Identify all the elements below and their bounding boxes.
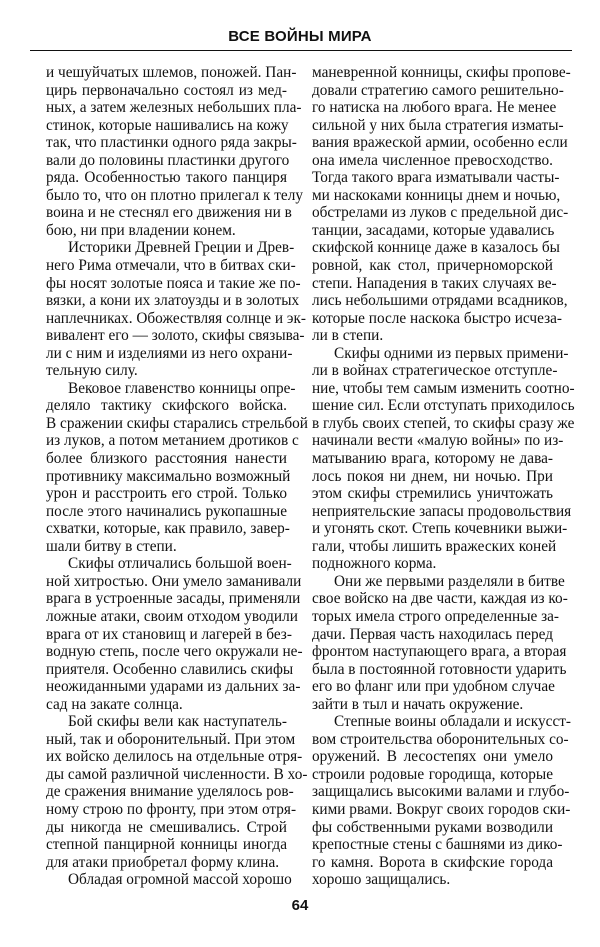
text-line: Тогда такого врага изматывали часты-	[312, 169, 560, 187]
text-line: из луков, а потом метанием дротиков с	[46, 432, 299, 450]
text-line: противнику максимально возможный	[46, 467, 291, 485]
text-line: ложные атаки, своим отходом уводили	[46, 607, 298, 625]
text-line: лось покоя ни днем, ни ночью. При	[312, 467, 553, 485]
text-line: Они же первыми разделяли в битве	[334, 572, 565, 590]
text-line: ли в степи.	[312, 327, 384, 345]
text-line: после этого начинались рукопашные	[46, 502, 287, 520]
text-line: зайти в тыл и начать окружение.	[312, 695, 524, 713]
text-line: защищались высокими валами и глубо-	[312, 783, 570, 801]
text-line: вивалент его — золото, скифы связыва-	[46, 327, 305, 345]
text-line: его во фланг или при удобном случае	[312, 678, 555, 696]
text-line: этом скифы стремились уничтожать	[312, 485, 553, 503]
paragraph	[312, 344, 575, 573]
left-column	[46, 64, 308, 889]
text-line: вали до половины пластинки другого	[46, 151, 290, 169]
text-line: Скифы отличались большой воен-	[68, 555, 292, 573]
text-line: и чешуйчатых шлемов, поножей. Пан-	[46, 64, 297, 81]
text-line: дачи. Первая часть находилась перед	[312, 625, 553, 643]
text-line: ному строю по фронту, при этом отря-	[46, 800, 297, 818]
paragraph	[312, 713, 572, 889]
text-line: Бой скифы вели как наступатель-	[68, 713, 287, 731]
paragraph	[46, 239, 306, 380]
text-line: приятеля. Особенно славились скифы	[46, 660, 294, 678]
text-line: танции, засадами, которые удавались	[312, 221, 555, 239]
text-line: сад на закате солнца.	[46, 695, 183, 713]
text-line: де сражения внимание уделялось ров-	[46, 783, 294, 801]
text-line: воина и не стеснял его движения ни в	[46, 204, 292, 222]
text-line: В сражении скифы старались стрельбой	[46, 414, 308, 432]
paragraph	[46, 713, 308, 871]
text-line: для атаки приобретал форму клина.	[46, 853, 280, 871]
text-line: фы носят золотые пояса и такие же по-	[46, 274, 301, 292]
text-line: крепостные стены с башнями из дико-	[312, 836, 563, 854]
text-line: деляло тактику скифского войска.	[46, 397, 287, 415]
text-line: лись небольшими отрядами всадников,	[312, 292, 568, 310]
text-line: фы собственными руками возводили	[312, 818, 553, 836]
text-line: свое войско на две части, каждая из ко-	[312, 590, 568, 608]
text-line: матыванию врага, которому не дава-	[312, 450, 553, 468]
text-line: ли с ним и изделиями из него охрани-	[46, 344, 293, 362]
text-line: скифской коннице даже в казалось бы	[312, 239, 560, 257]
text-line: ных, а затем железных небольших пла-	[46, 99, 302, 117]
text-line: оружений. В лесостепях они умело	[312, 748, 553, 766]
text-line: урон и расстроить его строй. Только	[46, 485, 287, 503]
text-line: ной хитростью. Они умело заманивали	[46, 572, 302, 590]
text-line: сильной у них была стратегия изматы-	[312, 116, 564, 134]
text-line: ды самой различной численности. В хо-	[46, 765, 308, 783]
text-line: ми наскоками конницы днем и ночью,	[312, 186, 561, 204]
text-line: шали битву в степи.	[46, 537, 177, 555]
text-line: стинок, которые нашивались на кожу	[46, 116, 289, 134]
text-line: Степные воины обладали и искусст-	[334, 713, 572, 731]
text-line: маневренной конницы, скифы пропове-	[312, 64, 571, 81]
text-line: тельную силу.	[46, 362, 138, 380]
text-line: хорошо защищались.	[312, 871, 451, 889]
text-line: ды никогда не смешивались. Строй	[46, 818, 287, 836]
text-line: подножного корма.	[312, 555, 437, 573]
text-line: Обладая огромной массой хорошо	[68, 871, 292, 889]
paragraph	[46, 379, 308, 555]
text-line: шение сил. Если отступать приходилось	[312, 397, 575, 415]
text-line: вом строительства оборонительных со-	[312, 730, 569, 748]
text-line: Вековое главенство конницы опре-	[68, 379, 296, 397]
text-line: го натиска на любого врага. Не менее	[312, 99, 557, 117]
text-line: и угонять скот. Степь кочевники выжи-	[312, 520, 568, 538]
page-number: 64	[291, 897, 309, 914]
text-line: схватки, которые, как правило, завер-	[46, 520, 290, 538]
paragraph	[46, 871, 292, 889]
text-line: ряда. Особенностью такого панциря	[46, 169, 287, 187]
text-line: она имела численное превосходство.	[312, 151, 553, 169]
paragraph	[312, 572, 568, 713]
text-line: бою, ни при владении конем.	[46, 221, 236, 239]
text-line: степи. Нападения в таких случаях ве-	[312, 274, 557, 292]
text-line: их войско делилось на отдельные отря-	[46, 748, 303, 766]
text-line: ние, чтобы тем самым изменить соотно-	[312, 379, 575, 397]
text-line: неожиданными ударами из дальних за-	[46, 678, 301, 696]
text-line: торых имела строго определенные за-	[312, 607, 560, 625]
text-line: го камня. Ворота в скифские города	[312, 853, 553, 871]
paragraph	[46, 64, 303, 239]
text-line: Скифы одними из первых примени-	[334, 344, 569, 362]
text-line: него Рима отмечали, что в битвах ски-	[46, 257, 296, 275]
header-rule	[30, 50, 572, 51]
text-line: которые после наскока быстро исчеза-	[312, 309, 563, 327]
text-line: довали стратегию самого решительно-	[312, 81, 564, 99]
paragraph	[312, 64, 571, 345]
text-line: врага в устроенные засады, применяли	[46, 590, 301, 608]
text-line: цирь первоначально состоял из мед-	[46, 81, 287, 99]
text-line: степной панцирной конницы иногда	[46, 836, 287, 854]
text-line: водную степь, после чего окружали не-	[46, 643, 303, 661]
text-line: обстрелами из луков с предельной дис-	[312, 204, 569, 222]
text-line: в глубь своих степей, то скифы сразу же	[312, 414, 575, 432]
paragraph	[46, 555, 303, 713]
text-line: гали, чтобы лишить вражеских коней	[312, 537, 557, 555]
right-column	[312, 64, 575, 889]
text-line: так, что пластинки одного ряда закры-	[46, 134, 297, 152]
text-line: кими рвами. Вокруг своих городов ски-	[312, 800, 571, 818]
text-line: ровной, как стол, причерноморской	[312, 257, 553, 275]
text-line: строили родовые городища, которые	[312, 765, 553, 783]
text-line: ли в войнах стратегическое отступле-	[312, 362, 558, 380]
text-line: была в постоянной готовности ударить	[312, 660, 567, 678]
text-line: ный, так и оборонительный. При этом	[46, 730, 296, 748]
text-line: Историки Древней Греции и Древ-	[68, 239, 295, 257]
text-line: наплечниках. Обожествляя солнце и эк-	[46, 309, 306, 327]
text-line: вязки, а кони их златоузды и в золотых	[46, 292, 300, 310]
text-line: вания вражеской армии, особенно если	[312, 134, 568, 152]
text-line: было то, что он плотно прилегал к телу	[46, 186, 303, 204]
text-line: начинали вести «малую войны» по из-	[312, 432, 564, 450]
text-line: фронтом наступающего врага, а вторая	[312, 643, 567, 661]
text-line: более близкого расстояния нанести	[46, 450, 287, 468]
text-line: неприятельские запасы продовольствия	[312, 502, 572, 520]
text-line: врага от их становищ и лагерей в без-	[46, 625, 292, 643]
running-header: ВСЕ ВОЙНЫ МИРА	[228, 28, 372, 45]
